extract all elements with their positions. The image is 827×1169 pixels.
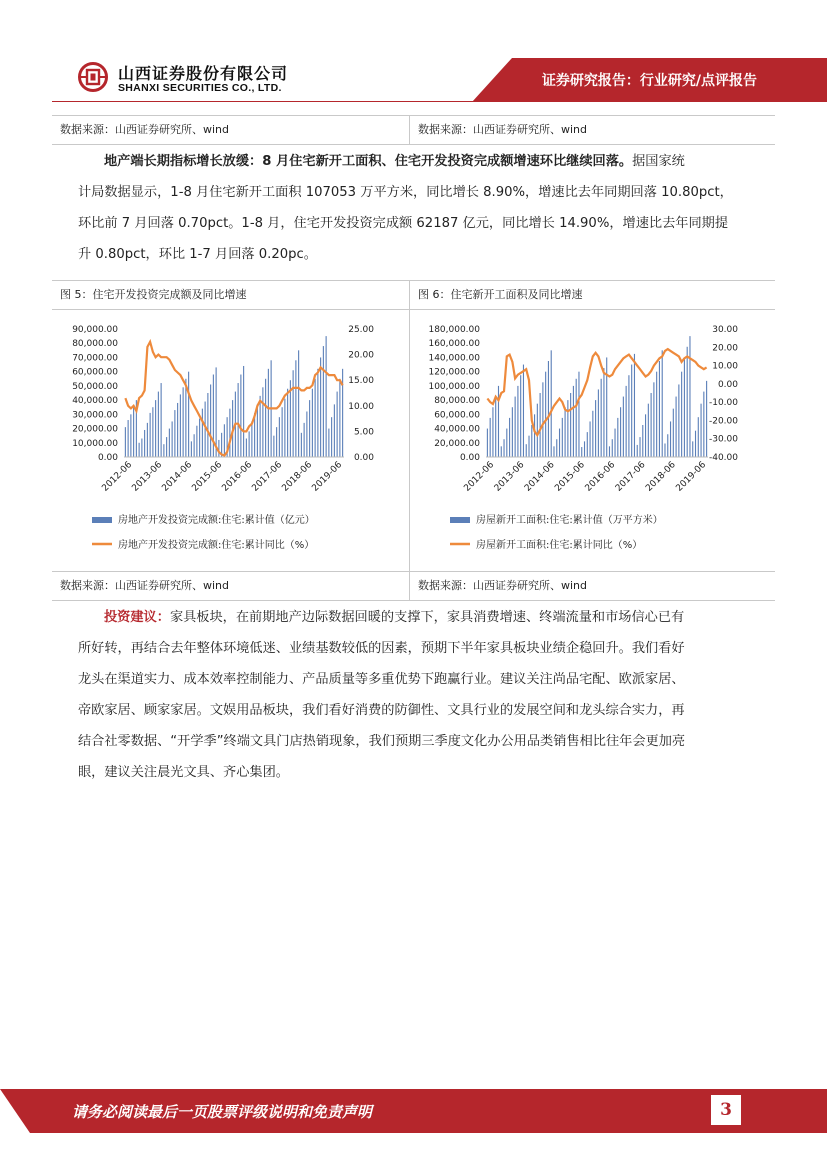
bar-mark: [268, 369, 269, 457]
bar-mark: [298, 350, 299, 457]
y-left-tick-label: 180,000.00: [428, 325, 480, 335]
bar-mark: [249, 431, 250, 457]
bar-mark: [141, 439, 142, 457]
source-divider: [409, 116, 410, 144]
bar-mark: [528, 436, 529, 457]
bar-mark: [495, 397, 496, 457]
bar-mark: [565, 407, 566, 457]
paragraph2-line-1: 投资建议：家具板块，在前期地产边际数据回暖的支撑下，家具消费增速、终端流量和市场信心已有: [104, 610, 685, 625]
bar-mark: [570, 393, 571, 457]
bar-mark: [617, 418, 618, 457]
bar-mark: [628, 375, 629, 457]
source-right-top: 数据来源：山西证券研究所、wind: [418, 123, 588, 136]
bar-mark: [540, 393, 541, 457]
y-right-tick-label: 20.00: [712, 343, 738, 354]
bar-mark: [687, 347, 688, 457]
y-left-tick-label: 40,000.00: [72, 396, 118, 407]
bar-mark: [320, 357, 321, 457]
bar-mark: [692, 441, 693, 457]
bar-mark: [601, 379, 602, 457]
bar-mark: [664, 443, 665, 457]
y-left-tick-label: 0.00: [459, 453, 480, 463]
paragraph1-line-3: 环比前 7 月回落 0.70pct。1-8 月，住宅开发投资完成额 62187 亿元，同比增长 14.90%，增速比去年同期提: [78, 216, 729, 231]
bar-mark: [523, 365, 524, 457]
bar-mark: [548, 361, 549, 457]
bar-mark: [645, 414, 646, 457]
bar-mark: [150, 413, 151, 457]
bar-mark: [210, 384, 211, 457]
paragraph1-line-4: 升 0.80pct，环比 1-7 月回落 0.20pc。: [78, 247, 317, 262]
bar-mark: [158, 392, 159, 457]
bar-mark: [147, 423, 148, 457]
bar-mark: [590, 421, 591, 457]
bar-mark: [626, 386, 627, 457]
x-tick-label: 2018-06: [644, 460, 678, 494]
bar-mark: [603, 368, 604, 457]
bar-mark: [295, 360, 296, 457]
bar-mark: [556, 439, 557, 457]
x-tick-label: 2012-06: [462, 460, 497, 494]
bar-mark: [323, 346, 324, 457]
y-left-tick-label: 120,000.00: [428, 367, 480, 378]
y-right-tick-label: -30.00: [708, 434, 738, 445]
bar-mark: [139, 443, 140, 457]
company-name-cn: 山西证券股份有限公司: [118, 64, 289, 83]
y-right-tick-label: 0.00: [353, 453, 374, 463]
bar-mark: [183, 387, 184, 457]
bar-mark: [684, 359, 685, 457]
y-left-tick-label: 20,000.00: [434, 438, 480, 449]
bar-mark: [695, 431, 696, 457]
paragraph-investment-advice: [78, 602, 754, 788]
source-left-top: 数据来源：山西证券研究所、wind: [60, 123, 230, 136]
y-left-tick-label: 50,000.00: [72, 381, 118, 392]
y-left-tick-label: 140,000.00: [428, 353, 480, 364]
bar-mark: [180, 394, 181, 457]
bar-mark: [161, 383, 162, 457]
bar-mark: [651, 393, 652, 457]
bar-mark: [662, 350, 663, 457]
bar-mark: [517, 386, 518, 457]
y-left-tick-label: 60,000.00: [434, 410, 480, 421]
y-right-tick-label: 30.00: [712, 325, 738, 335]
x-tick-label: 2019-06: [674, 460, 709, 494]
bar-mark: [701, 404, 702, 457]
bar-mark: [631, 365, 632, 457]
bar-mark: [639, 437, 640, 457]
bar-mark: [676, 397, 677, 457]
bar-mark: [573, 386, 574, 457]
company-logo-icon: [78, 62, 108, 92]
bar-mark: [331, 417, 332, 457]
y-left-tick-label: 80,000.00: [434, 396, 480, 407]
bar-mark: [612, 439, 613, 457]
bar-mark: [334, 404, 335, 457]
bar-mark: [282, 407, 283, 457]
bar-mark: [337, 392, 338, 457]
bar-mark: [578, 372, 579, 457]
bar-mark: [284, 399, 285, 457]
bar-mark: [246, 439, 247, 457]
x-tick-label: 2017-06: [613, 460, 648, 494]
bar-mark: [648, 404, 649, 457]
bar-mark: [609, 446, 610, 457]
bar-mark: [673, 409, 674, 457]
bar-mark: [144, 430, 145, 457]
paragraph1-line-1: 地产端长期指标增长放缓：8 月住宅新开工面积、住宅开发投资完成额增速环比继续回落。据国家统: [104, 154, 685, 169]
source-row-top: [52, 115, 775, 145]
bar-mark: [133, 406, 134, 457]
bar-mark: [584, 441, 585, 457]
paragraph2-line-6: 眼，建议关注晨光文具、齐心集团。: [78, 765, 289, 780]
x-tick-label: 2015-06: [190, 460, 225, 494]
bar-mark: [130, 414, 131, 457]
page-number: 3: [711, 1095, 741, 1125]
bar-mark: [279, 417, 280, 457]
bar-mark: [512, 407, 513, 457]
y-right-tick-label: -40.00: [708, 453, 738, 463]
bar-mark: [567, 400, 568, 457]
x-tick-label: 2018-06: [280, 460, 315, 494]
x-tick-label: 2013-06: [130, 460, 165, 494]
bar-mark: [163, 444, 164, 457]
y-left-tick-label: 0.00: [97, 453, 118, 463]
bar-mark: [315, 379, 316, 457]
bar-mark: [509, 418, 510, 457]
bar-mark: [515, 397, 516, 457]
bar-mark: [634, 354, 635, 457]
bar-mark: [257, 404, 258, 457]
bar-mark: [287, 389, 288, 457]
bar-mark: [166, 437, 167, 457]
source-left-bottom: 数据来源：山西证券研究所、wind: [60, 579, 230, 592]
bar-mark: [238, 383, 239, 457]
legend-bar-swatch: [92, 517, 112, 523]
y-left-tick-label: 100,000.00: [428, 381, 480, 392]
bar-mark: [172, 421, 173, 457]
figure-5-title: 图 5：住宅开发投资完成额及同比增速: [60, 288, 247, 301]
bar-mark: [304, 423, 305, 457]
bar-mark: [328, 429, 329, 457]
bar-mark: [169, 429, 170, 457]
bar-mark: [526, 444, 527, 457]
bar-mark: [659, 361, 660, 457]
bar-mark: [703, 392, 704, 457]
bar-mark: [559, 429, 560, 457]
bar-mark: [598, 389, 599, 457]
paragraph-property-indicators: [78, 146, 754, 270]
paragraph2-line-4: 帝欧家居、顾家家居。文娱用品板块，我们看好消费的防御性、文具行业的发展空间和龙头综合实力，再: [78, 703, 685, 718]
y-right-tick-label: 5.00: [353, 427, 374, 438]
y-left-tick-label: 160,000.00: [428, 339, 480, 350]
x-tick-label: 2016-06: [220, 460, 255, 494]
bar-mark: [587, 432, 588, 457]
bar-mark: [490, 418, 491, 457]
figure-6-title: 图 6：住宅新开工面积及同比增速: [418, 288, 583, 301]
legend-line-label: 房地产开发投资完成额:住宅:累计同比（%）: [118, 540, 315, 551]
y-left-tick-label: 30,000.00: [72, 410, 118, 421]
bar-mark: [229, 409, 230, 457]
bar-mark: [191, 441, 192, 457]
bar-mark: [623, 397, 624, 457]
bar-mark: [506, 429, 507, 457]
bar-mark: [642, 425, 643, 457]
bar-mark: [656, 372, 657, 457]
bar-mark: [265, 379, 266, 457]
y-left-tick-label: 90,000.00: [72, 325, 118, 335]
paragraph2-line-3: 龙头在渠道实力、成本效率控制能力、产品质量等多重优势下跑赢行业。建议关注尚品宅配、欧派家居、: [78, 672, 685, 687]
bar-mark: [177, 403, 178, 457]
y-right-tick-label: 0.00: [717, 379, 738, 390]
chart-new-starts: [410, 309, 767, 571]
y-right-tick-label: 25.00: [348, 325, 374, 335]
bar-mark: [273, 436, 274, 457]
bar-mark: [188, 372, 189, 457]
y-right-tick-label: -10.00: [708, 398, 738, 409]
bar-mark: [260, 396, 261, 457]
y-right-tick-label: 20.00: [348, 350, 374, 361]
bar-mark: [545, 372, 546, 457]
bar-mark: [243, 366, 244, 457]
bar-mark: [678, 384, 679, 457]
bar-mark: [317, 369, 318, 457]
figure-title-row: [52, 280, 775, 310]
bar-mark: [174, 410, 175, 457]
bar-mark: [293, 370, 294, 457]
bar-mark: [128, 420, 129, 457]
bar-mark: [309, 400, 310, 457]
legend-bar-swatch: [450, 517, 470, 523]
bar-mark: [251, 421, 252, 457]
bar-mark: [240, 375, 241, 457]
x-tick-label: 2017-06: [250, 460, 285, 494]
bar-mark: [199, 419, 200, 457]
bar-mark: [542, 382, 543, 457]
bar-mark: [301, 433, 302, 457]
paragraph2-line-5: 结合社零数据、“开学季”终端文具门店热销现象，我们预期三季度文化办公用品类销售相比往年会更加亮: [78, 734, 686, 749]
chart-new-starts-svg: [410, 309, 767, 571]
legend-line-label: 房屋新开工面积:住宅:累计同比（%）: [476, 540, 643, 551]
bar-mark: [306, 411, 307, 457]
bar-mark: [592, 411, 593, 457]
x-tick-label: 2012-06: [100, 460, 135, 494]
bar-mark: [520, 375, 521, 457]
y-left-tick-label: 80,000.00: [72, 339, 118, 350]
bar-mark: [342, 369, 343, 457]
paragraph2-line-2: 所好转，再结合去年整体环境低迷、业绩基数较低的因素，预期下半年家具板块业绩企稳回升。我们看好: [78, 641, 685, 656]
bar-mark: [614, 429, 615, 457]
x-tick-label: 2016-06: [583, 460, 618, 494]
bar-mark: [553, 446, 554, 457]
x-tick-label: 2019-06: [310, 460, 345, 494]
x-tick-label: 2015-06: [553, 460, 587, 494]
y-left-tick-label: 10,000.00: [72, 438, 118, 449]
y-left-tick-label: 40,000.00: [434, 424, 480, 435]
bar-mark: [155, 400, 156, 457]
bar-mark: [667, 434, 668, 457]
bar-mark: [562, 418, 563, 457]
bar-mark: [185, 379, 186, 457]
legend-bar-label: 房地产开发投资完成额:住宅:累计值（亿元）: [118, 515, 315, 526]
bar-mark: [706, 381, 707, 457]
bar-mark: [531, 425, 532, 457]
bar-mark: [637, 445, 638, 457]
legend-bar-label: 房屋新开工面积:住宅:累计值（万平方米）: [476, 515, 663, 526]
report-type-title: 证券研究报告：行业研究/点评报告: [541, 73, 757, 89]
paragraph1-line-2: 计局数据显示，1-8 月住宅新开工面积 107053 万平方米，同比增长 8.90%，增速比去年同期回落 10.80pct，: [78, 185, 733, 200]
bar-mark: [339, 379, 340, 457]
bar-mark: [698, 417, 699, 457]
y-left-tick-label: 20,000.00: [72, 424, 118, 435]
y-right-tick-label: 15.00: [348, 376, 374, 387]
bar-mark: [537, 404, 538, 457]
y-left-tick-label: 60,000.00: [72, 367, 118, 378]
bar-mark: [262, 387, 263, 457]
x-tick-label: 2013-06: [492, 460, 527, 494]
bar-mark: [487, 429, 488, 457]
investment-advice-label: 投资建议：: [104, 610, 170, 625]
bar-mark: [207, 393, 208, 457]
bar-mark: [595, 400, 596, 457]
y-right-tick-label: 10.00: [712, 361, 738, 372]
bar-mark: [224, 424, 225, 457]
bar-mark: [194, 434, 195, 457]
bar-mark: [218, 440, 219, 457]
company-name-en: SHANXI SECURITIES CO., LTD.: [118, 82, 282, 94]
chart-investment-svg: [52, 309, 409, 571]
x-tick-label: 2014-06: [523, 460, 557, 494]
bar-mark: [606, 357, 607, 457]
source-right-bottom: 数据来源：山西证券研究所、wind: [418, 579, 588, 592]
bar-mark: [689, 336, 690, 457]
header-rule: [52, 101, 775, 102]
bar-mark: [202, 409, 203, 457]
bar-mark: [196, 426, 197, 457]
chart-investment: [52, 309, 409, 571]
bar-mark: [492, 407, 493, 457]
source-divider-bottom: [409, 572, 410, 600]
source-row-bottom: [52, 571, 775, 601]
bar-mark: [125, 427, 126, 457]
bar-mark: [576, 379, 577, 457]
bar-mark: [670, 421, 671, 457]
paragraph1-bold-lead: 地产端长期指标增长放缓：8 月住宅新开工面积、住宅开发投资完成额增速环比继续回落。: [104, 154, 633, 169]
bar-mark: [312, 389, 313, 457]
bar-mark: [152, 407, 153, 457]
bar-mark: [581, 447, 582, 457]
y-left-tick-label: 70,000.00: [72, 353, 118, 364]
bar-mark: [276, 427, 277, 457]
bar-mark: [501, 446, 502, 457]
bar-mark: [620, 407, 621, 457]
x-tick-label: 2014-06: [160, 460, 195, 494]
bar-mark: [681, 372, 682, 457]
y-right-tick-label: -20.00: [708, 416, 738, 427]
bar-mark: [216, 367, 217, 457]
figure-title-divider: [409, 281, 410, 309]
y-right-tick-label: 10.00: [348, 401, 374, 412]
page-header: [0, 0, 827, 100]
bar-mark: [534, 414, 535, 457]
bar-mark: [326, 336, 327, 457]
bar-mark: [551, 350, 552, 457]
footer-disclaimer: 请务必阅读最后一页股票评级说明和免责声明: [72, 1103, 373, 1121]
bar-mark: [503, 439, 504, 457]
bar-mark: [653, 382, 654, 457]
